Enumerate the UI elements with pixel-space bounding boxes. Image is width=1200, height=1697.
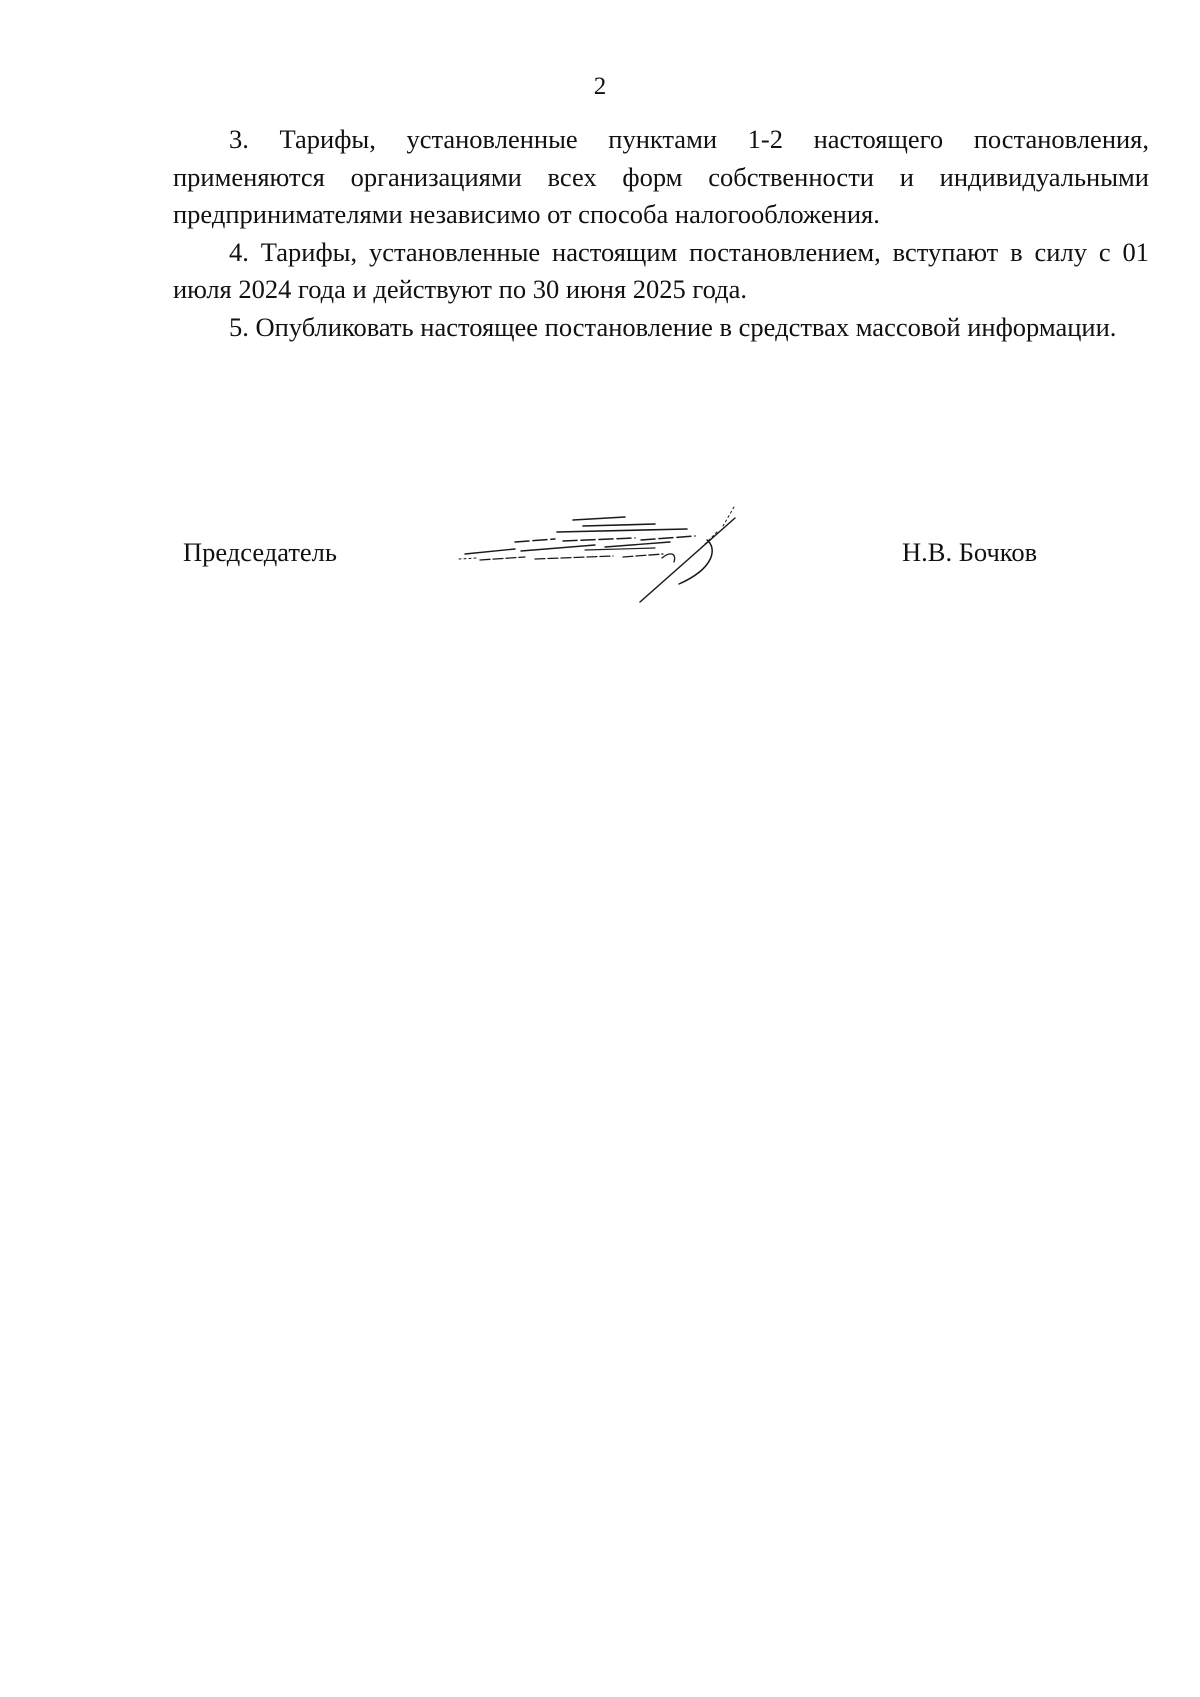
signatory-title: Председатель [183,537,337,567]
paragraph-5: 5. Опубликовать настоящее постановление в средствах массовой информации. [229,311,1117,342]
signatory-name: Н.В. Бочков [902,537,1038,567]
page-number: 2 [593,73,607,100]
paragraph-3: 3. Тарифы, установленные пунктами 1-2 настоящего постановления, применяются организациями всех форм собственности и индивидуальными предпринимателями независимо от способа налогообложения. [173,124,1149,229]
paragraph-4: 4. Тарифы, установленные настоящим постановлением, вступают в силу с 01 июля 2024 года и действуют по 30 июня 2025 года. [173,236,1149,304]
handwritten-signature [455,502,765,607]
document-body [173,121,1149,346]
